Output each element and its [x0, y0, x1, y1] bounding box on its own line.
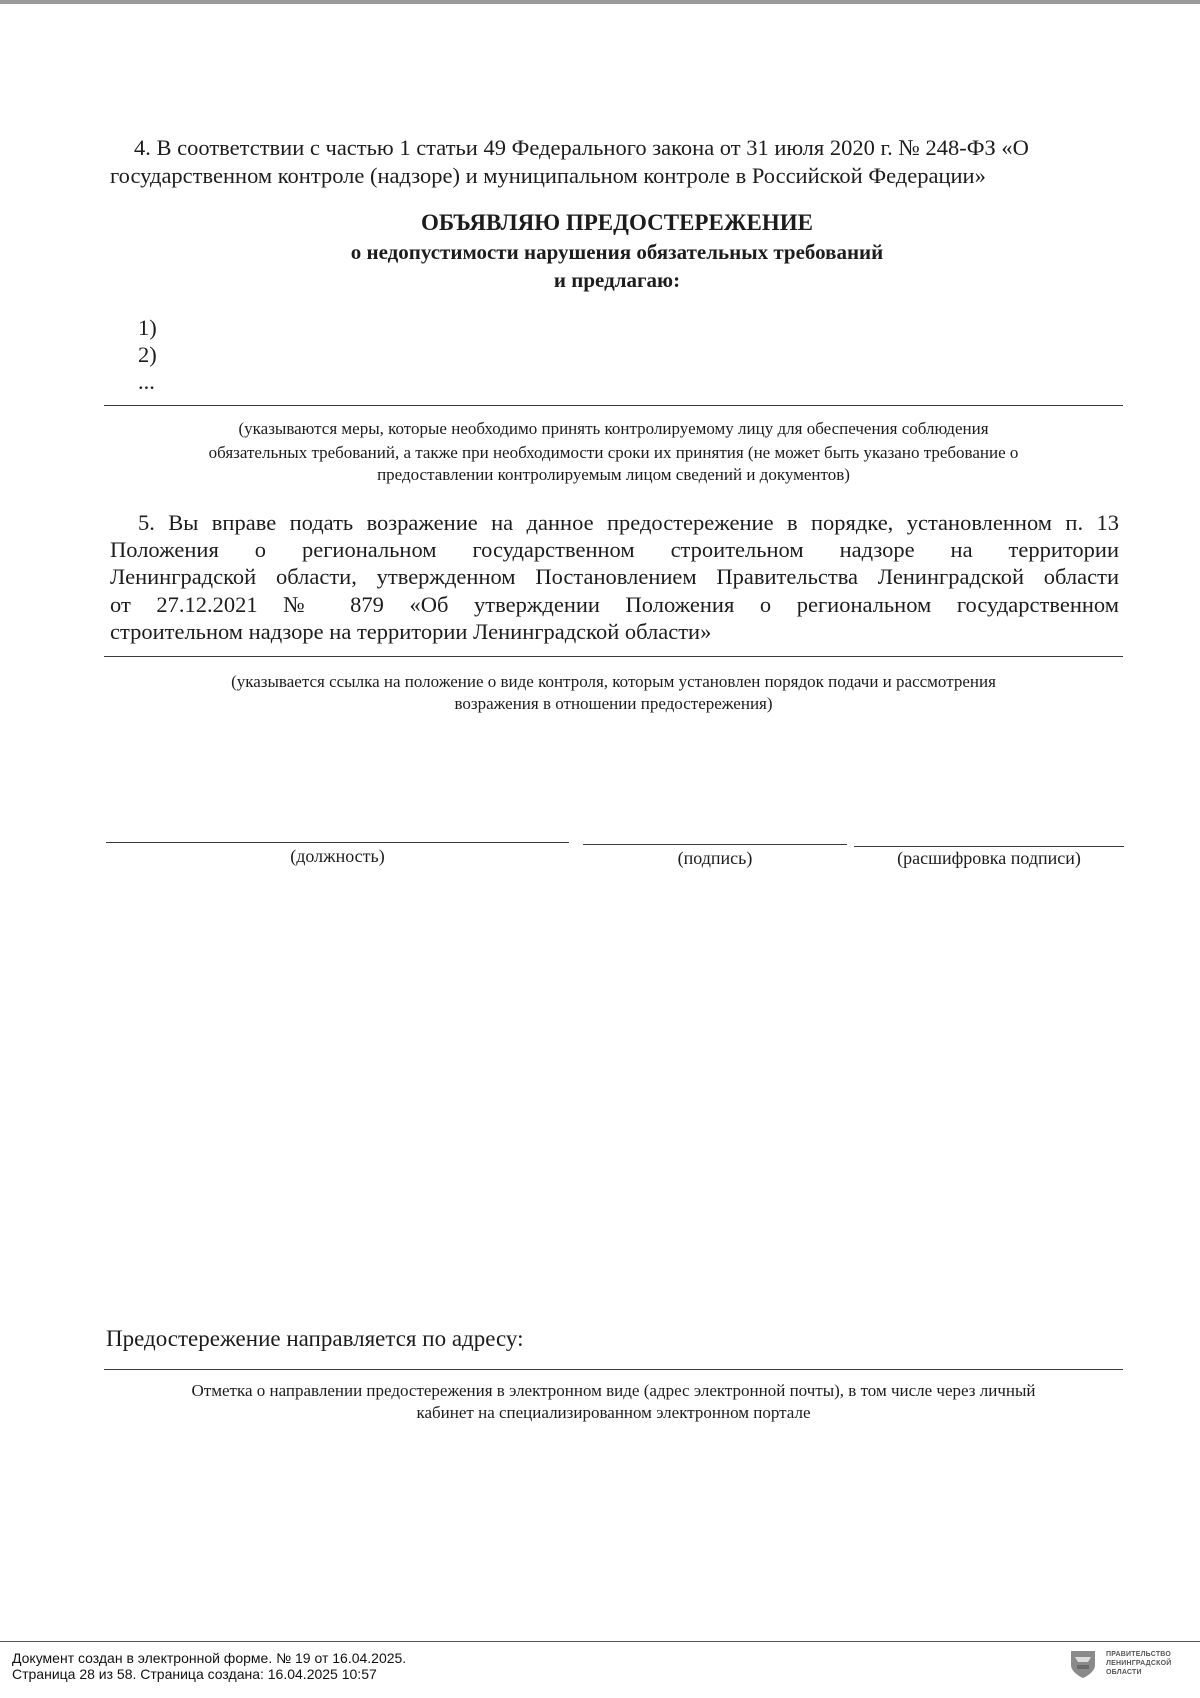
reference-note-line2: возражения в отношении предостережения): [454, 694, 773, 713]
decoding-label: (расшифровка подписи): [897, 848, 1081, 868]
measures-note-line3: предоставлении контролируемым лицом сведений и документов): [377, 465, 850, 484]
address-rule: [104, 1369, 1123, 1370]
heading-subtitle2: и предлагаю:: [553, 268, 681, 292]
footer-rule: [0, 1641, 1200, 1642]
footer-line1: Документ создан в электронной форме. № 19 от 16.04.2025.: [12, 1650, 407, 1666]
heading-subtitle: о недопустимости нарушения обязательных требований: [350, 240, 884, 264]
measures-note-line2: обязательных требований, а также при необходимости сроки их принятия (не может быть указано требование о: [208, 443, 1019, 462]
reference-rule: [104, 656, 1123, 657]
section4-line1: 4. В соответствии с частью 1 статьи 49 Федерального закона от 31 июля 2020 г. № 248-ФЗ «О: [134, 135, 1029, 160]
list-ellipsis: ...: [138, 369, 155, 394]
logo-caption-line1: ПРАВИТЕЛЬСТВО: [1106, 1651, 1172, 1658]
logo-caption: [1106, 1650, 1196, 1677]
logo-caption-line3: ОБЛАСТИ: [1106, 1669, 1142, 1676]
section5-line1: 5. Вы вправе подать возражение на данное предостережение в порядке, установленном п. 13: [138, 510, 1119, 535]
signature-label: (подпись): [677, 848, 753, 868]
section5-line4: от 27.12.2021 № 879 «Об утверждении Положения о региональном государственном: [110, 592, 1119, 617]
signature-line: [583, 844, 847, 845]
section5-line5: строительном надзоре на территории Ленинградской области»: [110, 619, 712, 644]
list-item-2: 2): [138, 342, 157, 367]
decoding-line: [854, 846, 1124, 847]
position-line: [106, 842, 569, 843]
address-note-line1: Отметка о направлении предостережения в электронном виде (адрес электронной почты), в том числе через личный: [191, 1381, 1036, 1400]
section5-line2: Положения о региональном государственном строительном надзоре на территории: [110, 537, 1119, 562]
measures-rule: [104, 405, 1123, 406]
section5-line3: Ленинградской области, утвержденном Постановлением Правительства Ленинградской области: [110, 564, 1119, 589]
reference-note-line1: (указывается ссылка на положение о виде контроля, которым установлен порядок подачи и рассмотрения: [231, 672, 996, 691]
footer-line2: Страница 28 из 58. Страница создана: 16.04.2025 10:57: [12, 1666, 377, 1682]
section4-line2: государственном контроле (надзоре) и муниципальном контроле в Российской Федерации»: [110, 163, 986, 188]
address-note-line2: кабинет на специализированном электронном портале: [416, 1403, 811, 1422]
page-top-border: [0, 0, 1200, 4]
address-label: Предостережение направляется по адресу:: [106, 1326, 524, 1351]
list-item-1: 1): [138, 315, 157, 340]
heading-title: ОБЪЯВЛЯЮ ПРЕДОСТЕРЕЖЕНИЕ: [420, 210, 814, 235]
position-label: (должность): [290, 846, 385, 866]
logo-caption-line2: ЛЕНИНГРАДСКОЙ: [1106, 1660, 1172, 1667]
coat-of-arms-icon: [1068, 1648, 1098, 1680]
measures-note-line1: (указываются меры, которые необходимо принять контролируемому лицу для обеспечения соблюдения: [238, 419, 989, 438]
